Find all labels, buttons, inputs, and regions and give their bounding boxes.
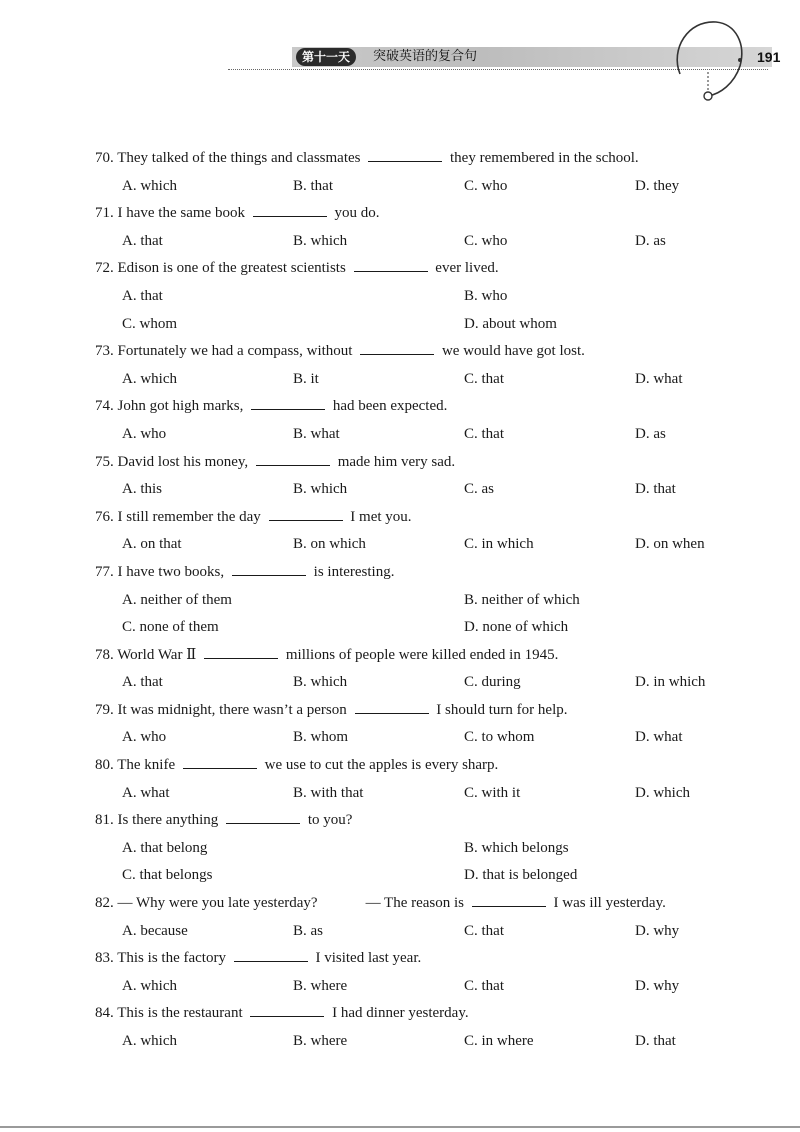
answer-option[interactable]: C. that belongs <box>122 867 213 884</box>
answer-option[interactable]: B. who <box>464 287 508 304</box>
question-text: 74. John got high marks, <box>95 398 248 415</box>
question-list <box>95 145 775 1056</box>
question-text: I visited last year. <box>311 950 422 967</box>
option-row <box>95 835 775 863</box>
question-text: 81. Is there anything <box>95 812 223 829</box>
question-stem <box>95 255 775 283</box>
question-text: made him very sad. <box>333 453 456 470</box>
answer-option[interactable]: B. what <box>293 425 340 442</box>
page-header <box>0 0 800 110</box>
answer-blank[interactable] <box>232 561 306 576</box>
answer-blank[interactable] <box>354 257 428 272</box>
question-text: millions of people were killed ended in 1945. <box>282 646 559 663</box>
answer-option[interactable]: D. what <box>635 370 683 387</box>
question-text: I should turn for help. <box>432 701 568 718</box>
question-text: ever lived. <box>431 260 499 277</box>
question-text: 70. They talked of the things and classmates <box>95 150 365 166</box>
question-text: we would have got lost. <box>438 343 585 360</box>
option-row <box>95 531 775 559</box>
option-row <box>95 862 775 890</box>
answer-option[interactable]: A. that <box>122 674 163 691</box>
answer-option[interactable]: A. that belong <box>122 839 208 856</box>
question-stem <box>95 393 775 421</box>
question-text: 82. — Why were you late yesterday? <box>95 895 318 912</box>
decorative-arc-icon <box>668 14 748 104</box>
option-row <box>95 614 775 642</box>
option-row <box>95 587 775 615</box>
answer-option[interactable]: C. who <box>464 177 508 194</box>
answer-option[interactable]: C. that <box>464 370 504 387</box>
answer-option[interactable]: A. on that <box>122 536 182 553</box>
answer-option[interactable]: A. which <box>122 177 177 194</box>
answer-option[interactable]: A. who <box>122 425 167 442</box>
answer-option[interactable]: A. neither of them <box>122 591 232 608</box>
question-text: 83. This is the factory <box>95 950 230 967</box>
answer-option[interactable]: A. which <box>122 370 177 387</box>
answer-option[interactable]: C. as <box>464 481 494 498</box>
option-row <box>95 283 775 311</box>
question-stem <box>95 752 775 780</box>
answer-option[interactable]: A. that <box>122 232 163 249</box>
answer-blank[interactable] <box>234 947 308 962</box>
answer-option[interactable]: C. none of them <box>122 619 219 636</box>
answer-option[interactable]: D. as <box>635 232 666 249</box>
question-text: had been expected. <box>329 398 448 415</box>
question-stem <box>95 449 775 477</box>
question-stem <box>95 697 775 725</box>
option-row <box>95 421 775 449</box>
question-stem <box>95 504 775 532</box>
question-text: 84. This is the restaurant <box>95 1005 247 1022</box>
answer-blank[interactable] <box>253 202 327 217</box>
chapter-title: 突破英语的复合句 <box>373 49 478 64</box>
answer-option[interactable]: B. that <box>293 177 333 194</box>
answer-option[interactable]: D. why <box>635 922 680 939</box>
bottom-rule <box>0 1126 800 1128</box>
question-text: 78. World War Ⅱ <box>95 646 201 663</box>
question-text: we use to cut the apples is every sharp. <box>260 757 499 774</box>
answer-blank[interactable] <box>355 699 429 714</box>
question-text: 75. David lost his money, <box>95 453 252 470</box>
question-text: 72. Edison is one of the greatest scientists <box>95 260 350 277</box>
answer-option[interactable]: D. on when <box>635 536 705 553</box>
answer-blank[interactable] <box>183 754 257 769</box>
answer-blank[interactable] <box>472 892 546 907</box>
answer-option[interactable]: D. they <box>635 177 680 194</box>
answer-blank[interactable] <box>251 395 325 410</box>
question-stem <box>95 1000 775 1028</box>
question-stem <box>95 890 775 918</box>
answer-option[interactable]: D. as <box>635 425 666 442</box>
option-row <box>95 476 775 504</box>
answer-option[interactable]: D. that <box>635 481 676 498</box>
question-text: 71. I have the same book <box>95 205 249 222</box>
answer-option[interactable]: B. with that <box>293 784 364 801</box>
option-row <box>95 780 775 808</box>
answer-option[interactable]: B. which <box>293 232 348 249</box>
answer-option[interactable]: A. who <box>122 729 167 746</box>
answer-option[interactable]: B. where <box>293 1033 348 1049</box>
answer-option[interactable]: A. which <box>122 977 177 994</box>
answer-option[interactable]: C. whom <box>122 315 178 332</box>
answer-blank[interactable] <box>360 340 434 355</box>
answer-option[interactable]: C. who <box>464 232 508 249</box>
day-badge: 第十一天 <box>296 48 356 66</box>
answer-blank[interactable] <box>269 506 343 521</box>
answer-option[interactable]: A. that <box>122 287 163 304</box>
answer-option[interactable]: B. which <box>293 481 348 498</box>
answer-option[interactable]: D. why <box>635 977 680 994</box>
question-text: I had dinner yesterday. <box>328 1005 469 1022</box>
option-row <box>95 228 775 256</box>
question-stem <box>95 807 775 835</box>
question-stem <box>95 200 775 228</box>
option-row <box>95 173 775 201</box>
question-text: to you? <box>304 812 353 829</box>
answer-option[interactable]: A. which <box>122 1033 177 1049</box>
answer-option[interactable]: C. that <box>464 922 504 939</box>
answer-blank[interactable] <box>250 1002 324 1017</box>
question-text: I met you. <box>346 508 412 525</box>
question-stem <box>95 945 775 973</box>
answer-option[interactable]: B. whom <box>293 729 349 746</box>
answer-option[interactable]: D. which <box>635 784 690 801</box>
question-text: they remembered in the school. <box>446 150 639 166</box>
question-text: 76. I still remember the day <box>95 508 265 525</box>
answer-blank[interactable] <box>368 147 442 162</box>
question-text: I was ill yesterday. <box>549 895 666 912</box>
question-text: you do. <box>330 205 380 222</box>
answer-option[interactable]: D. that <box>635 1033 676 1049</box>
page-number: 191 <box>757 49 781 65</box>
answer-option[interactable]: B. it <box>293 370 319 387</box>
question-text: is interesting. <box>309 563 395 580</box>
option-row <box>95 669 775 697</box>
answer-option[interactable]: B. on which <box>293 536 366 553</box>
answer-option[interactable]: B. neither of which <box>464 591 580 608</box>
question-stem <box>95 642 775 670</box>
option-row <box>95 973 775 1001</box>
answer-blank[interactable] <box>226 809 300 824</box>
question-text: 79. It was midnight, there wasn’t a person <box>95 701 351 718</box>
answer-option[interactable]: C. that <box>464 425 504 442</box>
answer-option[interactable]: D. none of which <box>464 619 569 636</box>
answer-option[interactable]: C. in where <box>464 1033 534 1049</box>
option-row <box>95 918 775 946</box>
option-row <box>95 1028 775 1056</box>
answer-option[interactable]: C. in which <box>464 536 534 553</box>
answer-option[interactable]: A. what <box>122 784 170 801</box>
answer-option[interactable]: B. which belongs <box>464 839 569 856</box>
question-text: 80. The knife <box>95 757 179 774</box>
answer-option[interactable]: C. to whom <box>464 729 535 746</box>
question-text: 73. Fortunately we had a compass, without <box>95 343 357 360</box>
answer-option[interactable]: A. this <box>122 481 163 498</box>
answer-option[interactable]: B. which <box>293 674 348 691</box>
option-row <box>95 366 775 394</box>
answer-option[interactable]: B. where <box>293 977 348 994</box>
answer-option[interactable]: C. during <box>464 674 521 691</box>
option-row <box>95 311 775 339</box>
question-text: 77. I have two books, <box>95 563 228 580</box>
answer-option[interactable]: D. about whom <box>464 315 557 332</box>
question-stem <box>95 145 775 173</box>
answer-option[interactable]: D. that is belonged <box>464 867 578 884</box>
answer-blank[interactable] <box>256 451 330 466</box>
answer-option[interactable]: A. because <box>122 922 188 939</box>
option-row <box>95 724 775 752</box>
answer-option[interactable]: D. in which <box>635 674 706 691</box>
answer-option[interactable]: D. what <box>635 729 683 746</box>
question-text: — The reason is <box>365 895 468 912</box>
question-stem <box>95 559 775 587</box>
answer-blank[interactable] <box>204 644 278 659</box>
answer-option[interactable]: C. with it <box>464 784 521 801</box>
answer-option[interactable]: C. that <box>464 977 504 994</box>
answer-option[interactable]: B. as <box>293 922 323 939</box>
question-stem <box>95 338 775 366</box>
